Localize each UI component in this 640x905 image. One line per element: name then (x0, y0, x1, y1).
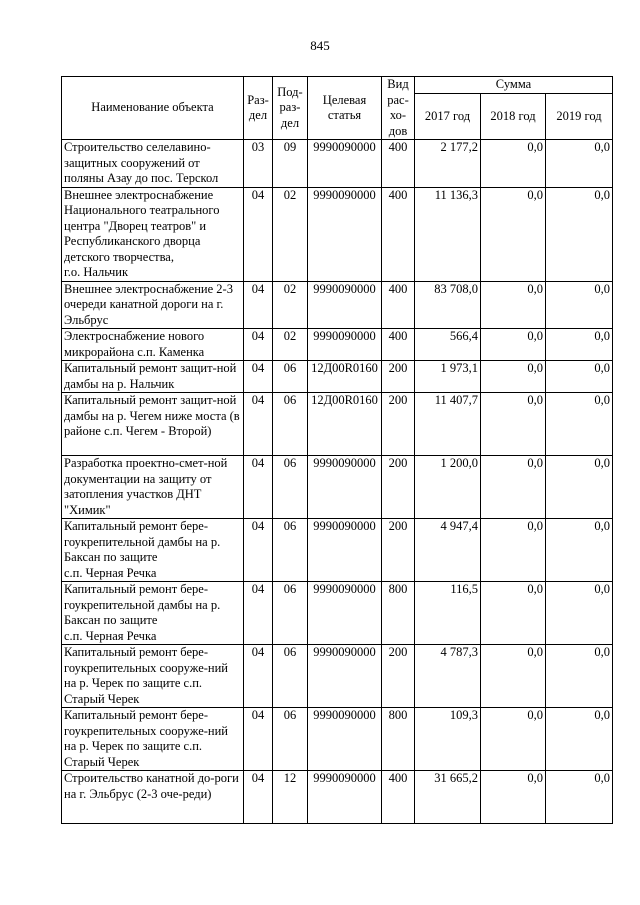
row-sum-2019: 0,0 (546, 519, 613, 582)
row-expense-type: 200 (382, 456, 415, 519)
row-sum-2019: 0,0 (546, 645, 613, 708)
table-row (62, 645, 613, 708)
row-expense-type: 800 (382, 708, 415, 771)
row-sum-2019: 0,0 (546, 187, 613, 281)
row-sum-2019: 0,0 (546, 582, 613, 645)
row-subsection: 06 (273, 645, 308, 708)
row-sum-2019: 0,0 (546, 708, 613, 771)
row-sum-2018: 0,0 (481, 582, 546, 645)
row-subsection: 06 (273, 582, 308, 645)
row-section: 04 (244, 582, 273, 645)
row-subsection: 02 (273, 281, 308, 329)
row-article: 9990090000 (308, 519, 382, 582)
row-sum-2018: 0,0 (481, 393, 546, 456)
row-expense-type: 200 (382, 645, 415, 708)
row-section: 04 (244, 361, 273, 393)
row-sum-2019: 0,0 (546, 771, 613, 824)
row-sum-2017: 4 947,4 (415, 519, 481, 582)
row-sum-2019: 0,0 (546, 281, 613, 329)
row-sum-2018: 0,0 (481, 456, 546, 519)
row-subsection: 06 (273, 393, 308, 456)
row-sum-2018: 0,0 (481, 771, 546, 824)
row-expense-type: 800 (382, 582, 415, 645)
row-sum-2017: 2 177,2 (415, 140, 481, 188)
row-expense-type: 400 (382, 771, 415, 824)
row-name: Разработка проектно-смет-ной документации на защиту от затопления участков ДНТ "Химик" (62, 456, 244, 519)
row-subsection: 06 (273, 708, 308, 771)
table-row (62, 519, 613, 582)
header-year-2019: 2019 год (546, 93, 613, 139)
header-sum: Сумма (415, 77, 613, 94)
header-name: Наименование объекта (62, 77, 244, 140)
table-row (62, 329, 613, 361)
row-section: 04 (244, 456, 273, 519)
row-sum-2017: 4 787,3 (415, 645, 481, 708)
header-year-2018: 2018 год (481, 93, 546, 139)
row-article: 12Д00R0160 (308, 393, 382, 456)
row-sum-2018: 0,0 (481, 708, 546, 771)
row-section: 04 (244, 519, 273, 582)
row-expense-type: 200 (382, 361, 415, 393)
row-article: 9990090000 (308, 281, 382, 329)
row-article: 9990090000 (308, 582, 382, 645)
row-name: Внешнее электроснабжение Национального театрального центра "Дворец театров" и Республиканского дворца детского творчества, г.о. Нальчик (62, 187, 244, 281)
row-sum-2018: 0,0 (481, 187, 546, 281)
row-subsection: 02 (273, 187, 308, 281)
row-expense-type: 400 (382, 329, 415, 361)
table-header (62, 77, 613, 140)
row-subsection: 06 (273, 361, 308, 393)
row-article: 9990090000 (308, 456, 382, 519)
row-article: 9990090000 (308, 187, 382, 281)
row-name: Внешнее электроснабжение 2-3 очереди канатной дороги на г. Эльбрус (62, 281, 244, 329)
row-name: Строительство селелавино-защитных сооружений от поляны Азау до пос. Терскол (62, 140, 244, 188)
row-sum-2019: 0,0 (546, 329, 613, 361)
row-subsection: 02 (273, 329, 308, 361)
row-section: 04 (244, 281, 273, 329)
row-name: Капитальный ремонт бере-гоукрепительной дамбы на р. Баксан по защите с.п. Черная Речка (62, 582, 244, 645)
row-sum-2018: 0,0 (481, 140, 546, 188)
header-year-2017: 2017 год (415, 93, 481, 139)
table-row (62, 393, 613, 456)
table-body (62, 140, 613, 824)
row-sum-2019: 0,0 (546, 456, 613, 519)
header-subsection: Под- раз- дел (273, 77, 308, 140)
row-expense-type: 200 (382, 393, 415, 456)
row-subsection: 09 (273, 140, 308, 188)
row-section: 04 (244, 645, 273, 708)
budget-table (61, 76, 613, 824)
row-section: 04 (244, 708, 273, 771)
table-row (62, 281, 613, 329)
header-expense-type: Вид рас- хо- дов (382, 77, 415, 140)
row-sum-2019: 0,0 (546, 393, 613, 456)
row-name: Капитальный ремонт бере-гоукрепительных сооруже-ний на р. Черек по защите с.п. Старый Черек (62, 645, 244, 708)
row-subsection: 06 (273, 456, 308, 519)
row-section: 03 (244, 140, 273, 188)
row-sum-2017: 116,5 (415, 582, 481, 645)
row-section: 04 (244, 329, 273, 361)
row-sum-2018: 0,0 (481, 329, 546, 361)
row-subsection: 12 (273, 771, 308, 824)
row-sum-2018: 0,0 (481, 519, 546, 582)
row-sum-2017: 566,4 (415, 329, 481, 361)
row-name: Строительство канатной до-роги на г. Эльбрус (2-3 оче-реди) (62, 771, 244, 824)
row-sum-2017: 1 973,1 (415, 361, 481, 393)
page-number: 845 (310, 38, 330, 53)
row-sum-2018: 0,0 (481, 645, 546, 708)
row-sum-2018: 0,0 (481, 361, 546, 393)
table-row (62, 140, 613, 188)
row-article: 9990090000 (308, 708, 382, 771)
row-expense-type: 200 (382, 519, 415, 582)
row-section: 04 (244, 187, 273, 281)
row-name: Электроснабжение нового микрорайона с.п. Каменка (62, 329, 244, 361)
row-expense-type: 400 (382, 140, 415, 188)
row-expense-type: 400 (382, 187, 415, 281)
row-section: 04 (244, 393, 273, 456)
row-sum-2017: 11 136,3 (415, 187, 481, 281)
table-row (62, 187, 613, 281)
table-row (62, 361, 613, 393)
row-sum-2017: 11 407,7 (415, 393, 481, 456)
row-article: 9990090000 (308, 329, 382, 361)
row-sum-2017: 31 665,2 (415, 771, 481, 824)
row-name: Капитальный ремонт бере-гоукрепительной дамбы на р. Баксан по защите с.п. Черная Речка (62, 519, 244, 582)
table-row (62, 708, 613, 771)
row-sum-2017: 1 200,0 (415, 456, 481, 519)
row-sum-2017: 83 708,0 (415, 281, 481, 329)
header-section: Раз- дел (244, 77, 273, 140)
row-expense-type: 400 (382, 281, 415, 329)
table-row (62, 456, 613, 519)
row-sum-2019: 0,0 (546, 361, 613, 393)
row-name: Капитальный ремонт защит-ной дамбы на р. Нальчик (62, 361, 244, 393)
row-article: 9990090000 (308, 140, 382, 188)
row-sum-2018: 0,0 (481, 281, 546, 329)
row-subsection: 06 (273, 519, 308, 582)
row-sum-2019: 0,0 (546, 140, 613, 188)
row-article: 12Д00R0160 (308, 361, 382, 393)
row-name: Капитальный ремонт защит-ной дамбы на р. Чегем ниже моста (в районе с.п. Чегем - Второй) (62, 393, 244, 456)
row-article: 9990090000 (308, 645, 382, 708)
row-sum-2017: 109,3 (415, 708, 481, 771)
header-target-article: Целевая статья (308, 77, 382, 140)
row-section: 04 (244, 771, 273, 824)
row-article: 9990090000 (308, 771, 382, 824)
table-row (62, 771, 613, 824)
table-row (62, 582, 613, 645)
row-name: Капитальный ремонт бере-гоукрепительных сооруже-ний на р. Черек по защите с.п. Старый Черек (62, 708, 244, 771)
